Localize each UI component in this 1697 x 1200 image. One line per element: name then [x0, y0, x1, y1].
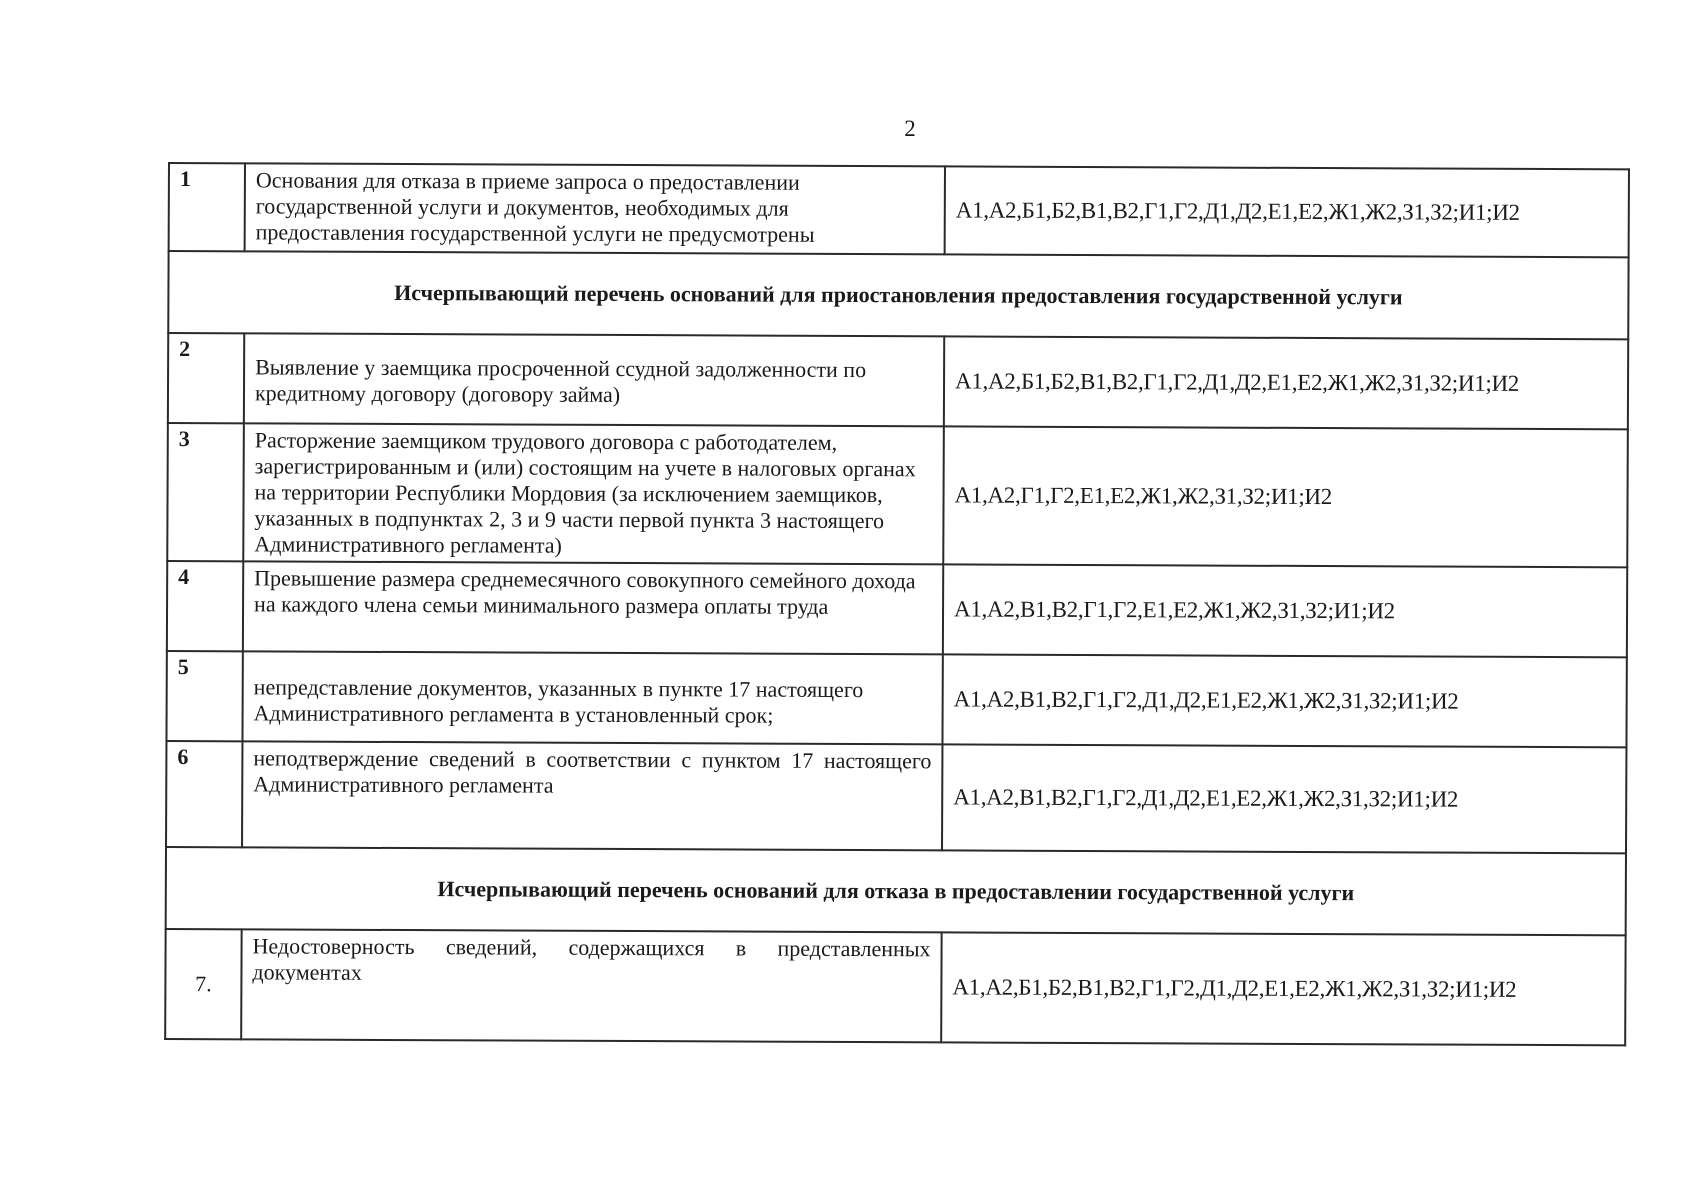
row-number: 7.: [165, 929, 241, 1039]
row-number: 1: [169, 163, 245, 251]
table-row: [166, 741, 1626, 853]
row-description: Выявление у заемщика просроченной ссудной задолженности по кредитному договору (договору займа): [244, 333, 944, 426]
row-number: 4: [167, 561, 243, 651]
row-description: Превышение размера среднемесячного совокупного семейного дохода на каждого члена семьи минимального размера оплаты труда: [243, 561, 943, 654]
table-row: [169, 163, 1629, 257]
page-number: 2: [904, 116, 916, 141]
grounds-table-wrapper: [164, 162, 1628, 1046]
row-codes: А1,А2,В1,В2,Г1,Г2,Д1,Д2,Е1,Е2,Ж1,Ж2,З1,З2;И1;И2: [942, 654, 1626, 747]
table-row: [167, 561, 1627, 657]
section-heading: Исчерпывающий перечень оснований для отказа в предоставлении государственной услуги: [166, 847, 1626, 935]
row-number: 5: [166, 651, 242, 741]
row-codes: А1,А2,Г1,Г2,Е1,Е2,Ж1,Ж2,З1,З2;И1;И2: [943, 426, 1628, 567]
row-number: 3: [167, 423, 244, 561]
section-header-row: [168, 251, 1628, 339]
row-description: непредставление документов, указанных в пункте 17 настоящего Административного регламента в установленный срок;: [242, 651, 942, 744]
row-codes: А1,А2,Б1,Б2,В1,В2,Г1,Г2,Д1,Д2,Е1,Е2,Ж1,Ж2,З1,З2;И1;И2: [945, 166, 1629, 257]
table-row: [167, 423, 1628, 567]
row-number: 2: [168, 333, 244, 423]
row-codes: А1,А2,Б1,Б2,В1,В2,Г1,Г2,Д1,Д2,Е1,Е2,Ж1,Ж2,З1,З2;И1;И2: [941, 932, 1625, 1045]
section-header-row: [166, 847, 1626, 935]
row-codes: А1,А2,Б1,Б2,В1,В2,Г1,Г2,Д1,Д2,Е1,Е2,Ж1,Ж2,З1,З2;И1;И2: [944, 336, 1628, 429]
grounds-table: [164, 162, 1630, 1046]
row-description: Основания для отказа в приеме запроса о предоставлении государственной услуги и документов, необходимых для предоставления государственной услуги не предусмотрены: [245, 163, 945, 254]
row-description: неподтверждение сведений в соответствии с пунктом 17 настоящего Административного регламента: [242, 741, 942, 850]
row-codes: А1,А2,В1,В2,Г1,Г2,Д1,Д2,Е1,Е2,Ж1,Ж2,З1,З2;И1;И2: [942, 744, 1626, 853]
row-number: 6: [166, 741, 242, 847]
row-description: Расторжение заемщиком трудового договора с работодателем, зарегистрированным и (или) состоящим на учете в налоговых органах на территории Республики Мордовия (за исключением заемщиков, указанных в подпунктах 2, 3 и 9 части первой пункта 3 настоящего Административного регламента): [243, 423, 944, 564]
section-heading: Исчерпывающий перечень оснований для приостановления предоставления государственной услуги: [168, 251, 1628, 339]
row-codes: А1,А2,В1,В2,Г1,Г2,Е1,Е2,Ж1,Ж2,З1,З2;И1;И2: [943, 564, 1627, 657]
table-row: [166, 651, 1626, 747]
table-row: [165, 929, 1625, 1045]
table-row: [168, 333, 1628, 429]
row-description: Недостоверность сведений, содержащихся в представленных документах: [241, 929, 941, 1042]
